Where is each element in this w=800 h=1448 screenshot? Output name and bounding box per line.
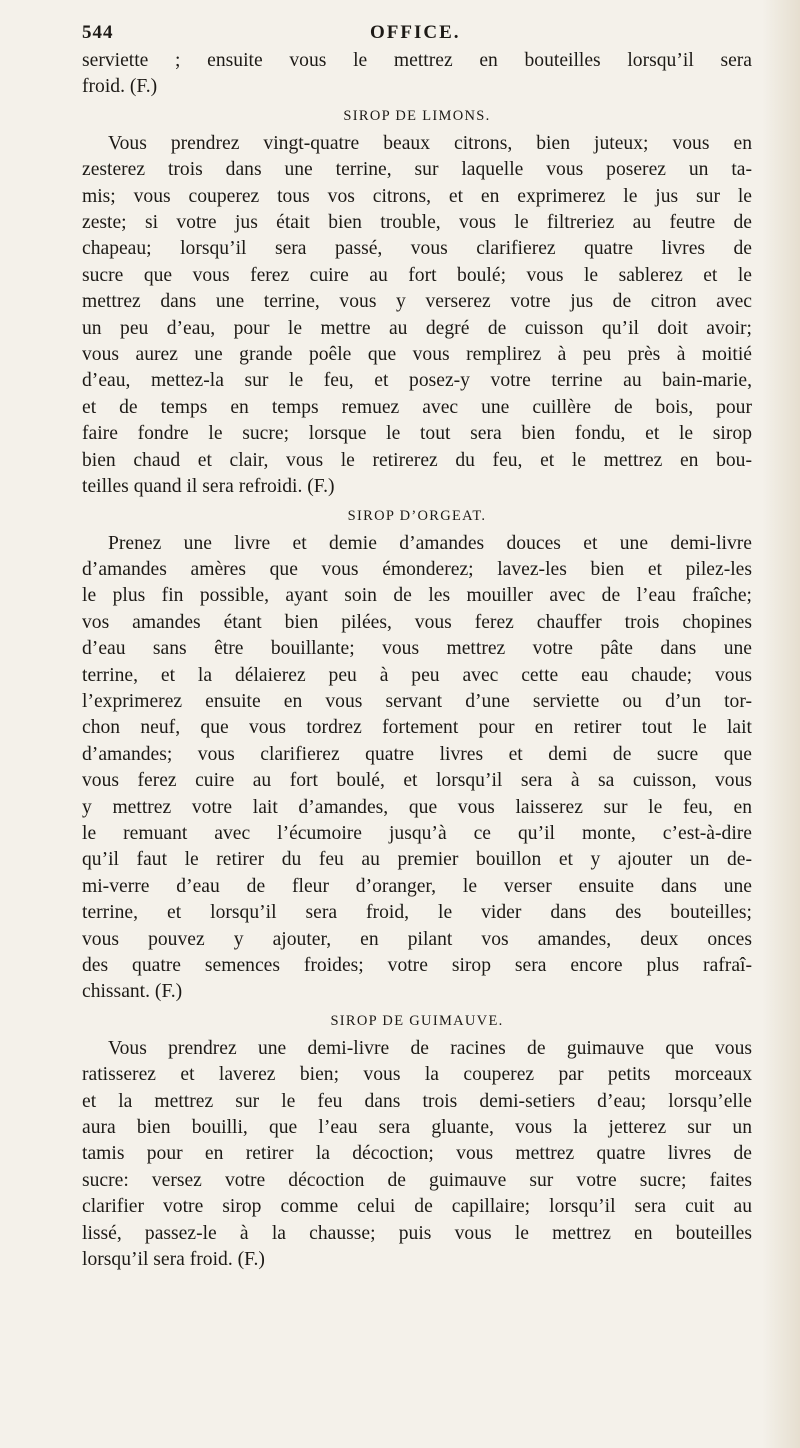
text-line: lorsqu’il sera froid. (F.)	[82, 1249, 265, 1271]
text-line: zeste; si votre jus était bien trouble, vous le filtreriez au feutre de	[82, 212, 752, 234]
text-line: zesterez trois dans une terrine, sur laquelle vous poserez un ta-	[82, 159, 752, 181]
recipe-paragraph	[82, 531, 752, 1006]
text-line: Prenez une livre et demie d’amandes douces et une demi-livre	[108, 532, 752, 554]
text-line: ratisserez et laverez bien; vous la couperez par petits morceaux	[82, 1064, 752, 1086]
text-line: et de temps en temps remuez avec une cuillère de bois, pour	[82, 396, 752, 418]
recipe-heading: SIROP D’ORGEAT.	[347, 507, 487, 524]
text-line: d’eau, mettez-la sur le feu, et posez-y votre terrine au bain-marie,	[82, 370, 752, 392]
text-line: teilles quand il sera refroidi. (F.)	[82, 476, 335, 498]
text-line: chissant. (F.)	[82, 981, 183, 1003]
text-line: Vous prendrez une demi-livre de racines de guimauve que vous	[108, 1037, 752, 1059]
text-line: d’amandes; vous clarifierez quatre livres et demi de sucre que	[82, 743, 752, 765]
recipe-section	[82, 48, 752, 101]
text-line: un peu d’eau, pour le mettre au degré de cuisson qu’il doit avoir;	[82, 317, 752, 339]
recipe-heading: SIROP DE GUIMAUVE.	[330, 1012, 504, 1029]
running-title: OFFICE.	[370, 22, 461, 43]
text-line: clarifier votre sirop comme celui de capillaire; lorsqu’il sera cuit au	[82, 1196, 752, 1218]
body-text	[82, 48, 752, 1273]
recipe-paragraph	[82, 1036, 752, 1274]
text-line: mi-verre d’eau de fleur d’oranger, le verser ensuite dans une	[82, 875, 752, 897]
recipe-section	[82, 503, 752, 1006]
text-line: mis; vous couperez tous vos citrons, et en exprimerez le jus sur le	[82, 185, 752, 207]
text-line: et la mettrez sur le feu dans trois demi-setiers d’eau; lorsqu’elle	[82, 1090, 752, 1112]
recipe-section	[82, 103, 752, 501]
text-line: sucre que vous ferez cuire au fort boulé; vous le sablerez et le	[82, 264, 752, 286]
book-page	[82, 20, 752, 1273]
text-line: d’amandes amères que vous émonderez; lavez-les bien et pilez-les	[82, 558, 752, 580]
text-line: serviette ; ensuite vous le mettrez en bouteilles lorsqu’il sera	[82, 50, 752, 71]
text-line: des quatre semences froides; votre sirop sera encore plus rafraî-	[82, 955, 752, 976]
recipe-heading: SIROP DE LIMONS.	[343, 107, 491, 124]
text-line: vous pouvez y ajouter, en pilant vos amandes, deux onces	[82, 928, 752, 950]
text-line: le remuant avec l’écumoire jusqu’à ce qu’il monte, c’est-à-dire	[82, 822, 752, 844]
text-line: lissé, passez-le à la chausse; puis vous le mettrez en bouteilles	[82, 1222, 752, 1244]
text-line: Vous prendrez vingt-quatre beaux citrons, bien juteux; vous en	[108, 132, 752, 154]
page-edge-shading	[762, 0, 800, 1448]
text-line: vous ferez cuire au fort boulé, et lorsqu’il sera à sa cuisson, vous	[82, 770, 752, 792]
page-number: 544	[82, 22, 114, 43]
text-line: terrine, et la délaierez peu à peu avec cette eau chaude; vous	[82, 664, 752, 686]
text-line: terrine, et lorsqu’il sera froid, le vider dans des bouteilles;	[82, 902, 752, 924]
running-head	[82, 20, 752, 48]
text-line: bien chaud et clair, vous le retirerez du feu, et le mettrez en bou-	[82, 449, 752, 471]
text-line: d’eau sans être bouillante; vous mettrez votre pâte dans une	[82, 638, 752, 660]
text-line: vos amandes étant bien pilées, vous ferez chauffer trois chopines	[82, 611, 752, 633]
recipe-paragraph	[82, 48, 752, 101]
text-line: chapeau; lorsqu’il sera passé, vous clarifierez quatre livres de	[82, 238, 752, 260]
text-line: faire fondre le sucre; lorsque le tout sera bien fondu, et le sirop	[82, 423, 752, 445]
text-line: froid. (F.)	[82, 76, 158, 98]
text-line: le plus fin possible, ayant soin de les mouiller avec de l’eau fraîche;	[82, 585, 752, 607]
text-line: aura bien bouilli, que l’eau sera gluante, vous la jetterez sur un	[82, 1117, 752, 1139]
text-line: mettrez dans une terrine, vous y verserez votre jus de citron avec	[82, 291, 752, 313]
text-line: sucre: versez votre décoction de guimauve sur votre sucre; faites	[82, 1169, 752, 1191]
recipe-section	[82, 1008, 752, 1274]
text-line: qu’il faut le retirer du feu au premier bouillon et y ajouter un de-	[82, 849, 752, 871]
recipe-paragraph	[82, 131, 752, 501]
text-line: tamis pour en retirer la décoction; vous mettrez quatre livres de	[82, 1143, 752, 1165]
text-line: vous aurez une grande poêle que vous remplirez à peu près à moitié	[82, 344, 752, 366]
text-line: y mettrez votre lait d’amandes, que vous laisserez sur le feu, en	[82, 796, 752, 818]
text-line: l’exprimerez ensuite en vous servant d’une serviette ou d’un tor-	[82, 690, 752, 712]
text-line: chon neuf, que vous tordrez fortement pour en retirer tout le lait	[82, 717, 752, 739]
